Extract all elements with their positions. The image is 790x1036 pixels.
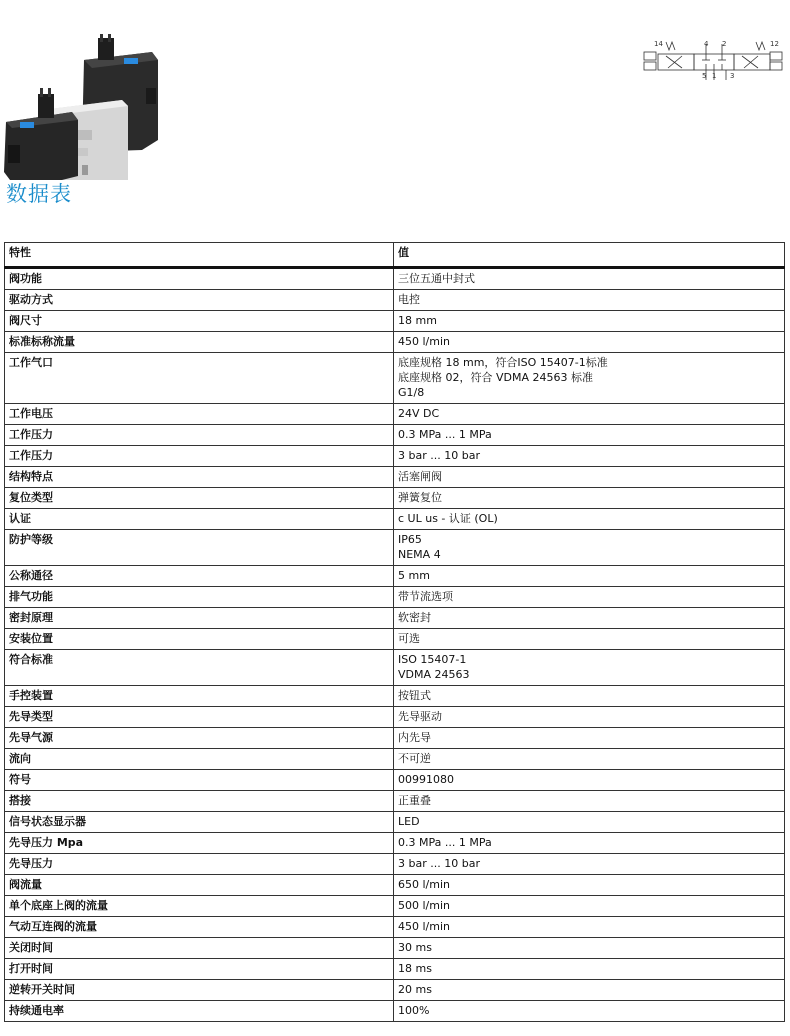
valve-product-image bbox=[2, 30, 162, 180]
property-cell: 信号状态显示器 bbox=[5, 812, 394, 833]
table-row bbox=[5, 404, 785, 425]
value-line: LED bbox=[398, 815, 420, 828]
port-label-2: 2 bbox=[722, 40, 727, 48]
value-cell bbox=[394, 749, 785, 770]
property-cell: 持续通电率 bbox=[5, 1001, 394, 1022]
value-line: 三位五通中封式 bbox=[398, 272, 475, 285]
property-cell: 安装位置 bbox=[5, 629, 394, 650]
table-row bbox=[5, 707, 785, 728]
value-cell bbox=[394, 959, 785, 980]
value-line: 00991080 bbox=[398, 773, 454, 786]
table-header-row bbox=[5, 243, 785, 268]
property-cell: 先导类型 bbox=[5, 707, 394, 728]
value-line: 30 ms bbox=[398, 941, 432, 954]
value-cell bbox=[394, 446, 785, 467]
table-row bbox=[5, 749, 785, 770]
value-cell bbox=[394, 268, 785, 290]
value-line: 底座规格 18 mm，符合ISO 15407-1标准 bbox=[398, 356, 608, 369]
table-row bbox=[5, 332, 785, 353]
value-cell bbox=[394, 707, 785, 728]
table-row bbox=[5, 467, 785, 488]
value-cell bbox=[394, 791, 785, 812]
spec-table-body bbox=[5, 268, 785, 1022]
value-line: 20 ms bbox=[398, 983, 432, 996]
property-cell: 手控装置 bbox=[5, 686, 394, 707]
property-cell: 密封原理 bbox=[5, 608, 394, 629]
property-cell: 符合标准 bbox=[5, 650, 394, 686]
table-row bbox=[5, 917, 785, 938]
table-row bbox=[5, 488, 785, 509]
property-cell: 工作电压 bbox=[5, 404, 394, 425]
property-cell: 排气功能 bbox=[5, 587, 394, 608]
table-row bbox=[5, 875, 785, 896]
table-row bbox=[5, 509, 785, 530]
value-cell bbox=[394, 1001, 785, 1022]
table-row bbox=[5, 353, 785, 404]
property-cell: 阀流量 bbox=[5, 875, 394, 896]
table-row bbox=[5, 980, 785, 1001]
value-line: 0.3 MPa ... 1 MPa bbox=[398, 428, 492, 441]
value-line: G1/8 bbox=[398, 386, 425, 399]
table-row bbox=[5, 268, 785, 290]
value-cell bbox=[394, 587, 785, 608]
value-cell bbox=[394, 938, 785, 959]
value-line: 底座规格 02，符合 VDMA 24563 标准 bbox=[398, 371, 593, 384]
value-line: 650 l/min bbox=[398, 878, 450, 891]
table-row bbox=[5, 1001, 785, 1022]
table-row bbox=[5, 770, 785, 791]
port-label-14: 14 bbox=[654, 40, 663, 48]
port-label-3: 3 bbox=[730, 72, 735, 80]
value-line: 活塞闸阀 bbox=[398, 470, 442, 483]
value-cell bbox=[394, 812, 785, 833]
property-cell: 气动互连阀的流量 bbox=[5, 917, 394, 938]
value-line: 先导驱动 bbox=[398, 710, 442, 723]
value-line: 500 l/min bbox=[398, 899, 450, 912]
property-cell: 防护等级 bbox=[5, 530, 394, 566]
property-cell: 阀尺寸 bbox=[5, 311, 394, 332]
port-label-4: 4 bbox=[704, 40, 709, 48]
value-cell bbox=[394, 290, 785, 311]
table-row bbox=[5, 959, 785, 980]
value-cell bbox=[394, 488, 785, 509]
value-line: 100% bbox=[398, 1004, 430, 1017]
value-line: 3 bar ... 10 bar bbox=[398, 857, 480, 870]
value-cell bbox=[394, 917, 785, 938]
table-row bbox=[5, 311, 785, 332]
value-line: 内先导 bbox=[398, 731, 431, 744]
value-cell bbox=[394, 467, 785, 488]
value-line: 按钮式 bbox=[398, 689, 431, 702]
table-row bbox=[5, 290, 785, 311]
property-cell: 工作压力 bbox=[5, 446, 394, 467]
value-line: 带节流选项 bbox=[398, 590, 453, 603]
value-line: c UL us - 认证 (OL) bbox=[398, 512, 498, 525]
value-cell bbox=[394, 566, 785, 587]
property-cell: 流向 bbox=[5, 749, 394, 770]
property-cell: 阀功能 bbox=[5, 268, 394, 290]
value-cell bbox=[394, 332, 785, 353]
value-cell bbox=[394, 770, 785, 791]
valve-circuit-symbol bbox=[642, 36, 786, 86]
value-cell bbox=[394, 854, 785, 875]
value-line: 450 l/min bbox=[398, 335, 450, 348]
property-cell: 先导压力 Mpa bbox=[5, 833, 394, 854]
table-row bbox=[5, 530, 785, 566]
spec-table bbox=[4, 242, 785, 1022]
property-cell: 逆转开关时间 bbox=[5, 980, 394, 1001]
table-row bbox=[5, 854, 785, 875]
value-cell bbox=[394, 404, 785, 425]
property-cell: 先导气源 bbox=[5, 728, 394, 749]
value-cell bbox=[394, 353, 785, 404]
value-cell bbox=[394, 875, 785, 896]
port-label-1: 1 bbox=[712, 72, 717, 80]
header-value: 值 bbox=[394, 243, 785, 268]
table-row bbox=[5, 938, 785, 959]
value-cell bbox=[394, 686, 785, 707]
table-row bbox=[5, 608, 785, 629]
value-line: 18 ms bbox=[398, 962, 432, 975]
value-line: VDMA 24563 bbox=[398, 668, 470, 681]
property-cell: 标准标称流量 bbox=[5, 332, 394, 353]
value-cell bbox=[394, 833, 785, 854]
table-row bbox=[5, 650, 785, 686]
table-row bbox=[5, 812, 785, 833]
value-line: 24V DC bbox=[398, 407, 440, 420]
property-cell: 关闭时间 bbox=[5, 938, 394, 959]
value-cell bbox=[394, 629, 785, 650]
table-row bbox=[5, 833, 785, 854]
value-cell bbox=[394, 980, 785, 1001]
value-cell bbox=[394, 530, 785, 566]
table-row bbox=[5, 566, 785, 587]
property-cell: 认证 bbox=[5, 509, 394, 530]
property-cell: 搭接 bbox=[5, 791, 394, 812]
value-line: 电控 bbox=[398, 293, 420, 306]
value-cell bbox=[394, 311, 785, 332]
page-title: 数据表 bbox=[6, 182, 72, 206]
value-cell bbox=[394, 896, 785, 917]
table-row bbox=[5, 686, 785, 707]
value-cell bbox=[394, 425, 785, 446]
property-cell: 工作压力 bbox=[5, 425, 394, 446]
value-line: 正重叠 bbox=[398, 794, 431, 807]
value-line: 软密封 bbox=[398, 611, 431, 624]
value-line: 可选 bbox=[398, 632, 420, 645]
value-cell bbox=[394, 728, 785, 749]
table-row bbox=[5, 425, 785, 446]
value-line: 0.3 MPa ... 1 MPa bbox=[398, 836, 492, 849]
property-cell: 公称通径 bbox=[5, 566, 394, 587]
property-cell: 符号 bbox=[5, 770, 394, 791]
property-cell: 复位类型 bbox=[5, 488, 394, 509]
table-row bbox=[5, 728, 785, 749]
value-cell bbox=[394, 650, 785, 686]
value-line: 不可逆 bbox=[398, 752, 431, 765]
value-line: IP65 bbox=[398, 533, 422, 546]
property-cell: 单个底座上阀的流量 bbox=[5, 896, 394, 917]
property-cell: 结构特点 bbox=[5, 467, 394, 488]
table-row bbox=[5, 587, 785, 608]
property-cell: 先导压力 bbox=[5, 854, 394, 875]
value-line: 5 mm bbox=[398, 569, 430, 582]
port-label-5: 5 bbox=[702, 72, 707, 80]
value-line: ISO 15407-1 bbox=[398, 653, 467, 666]
value-line: NEMA 4 bbox=[398, 548, 441, 561]
value-line: 450 l/min bbox=[398, 920, 450, 933]
table-row bbox=[5, 446, 785, 467]
value-cell bbox=[394, 608, 785, 629]
table-row bbox=[5, 629, 785, 650]
value-line: 18 mm bbox=[398, 314, 437, 327]
value-line: 3 bar ... 10 bar bbox=[398, 449, 480, 462]
value-line: 弹簧复位 bbox=[398, 491, 442, 504]
table-row bbox=[5, 791, 785, 812]
property-cell: 驱动方式 bbox=[5, 290, 394, 311]
header-property: 特性 bbox=[5, 243, 394, 268]
table-row bbox=[5, 896, 785, 917]
property-cell: 工作气口 bbox=[5, 353, 394, 404]
port-label-12: 12 bbox=[770, 40, 779, 48]
property-cell: 打开时间 bbox=[5, 959, 394, 980]
value-cell bbox=[394, 509, 785, 530]
